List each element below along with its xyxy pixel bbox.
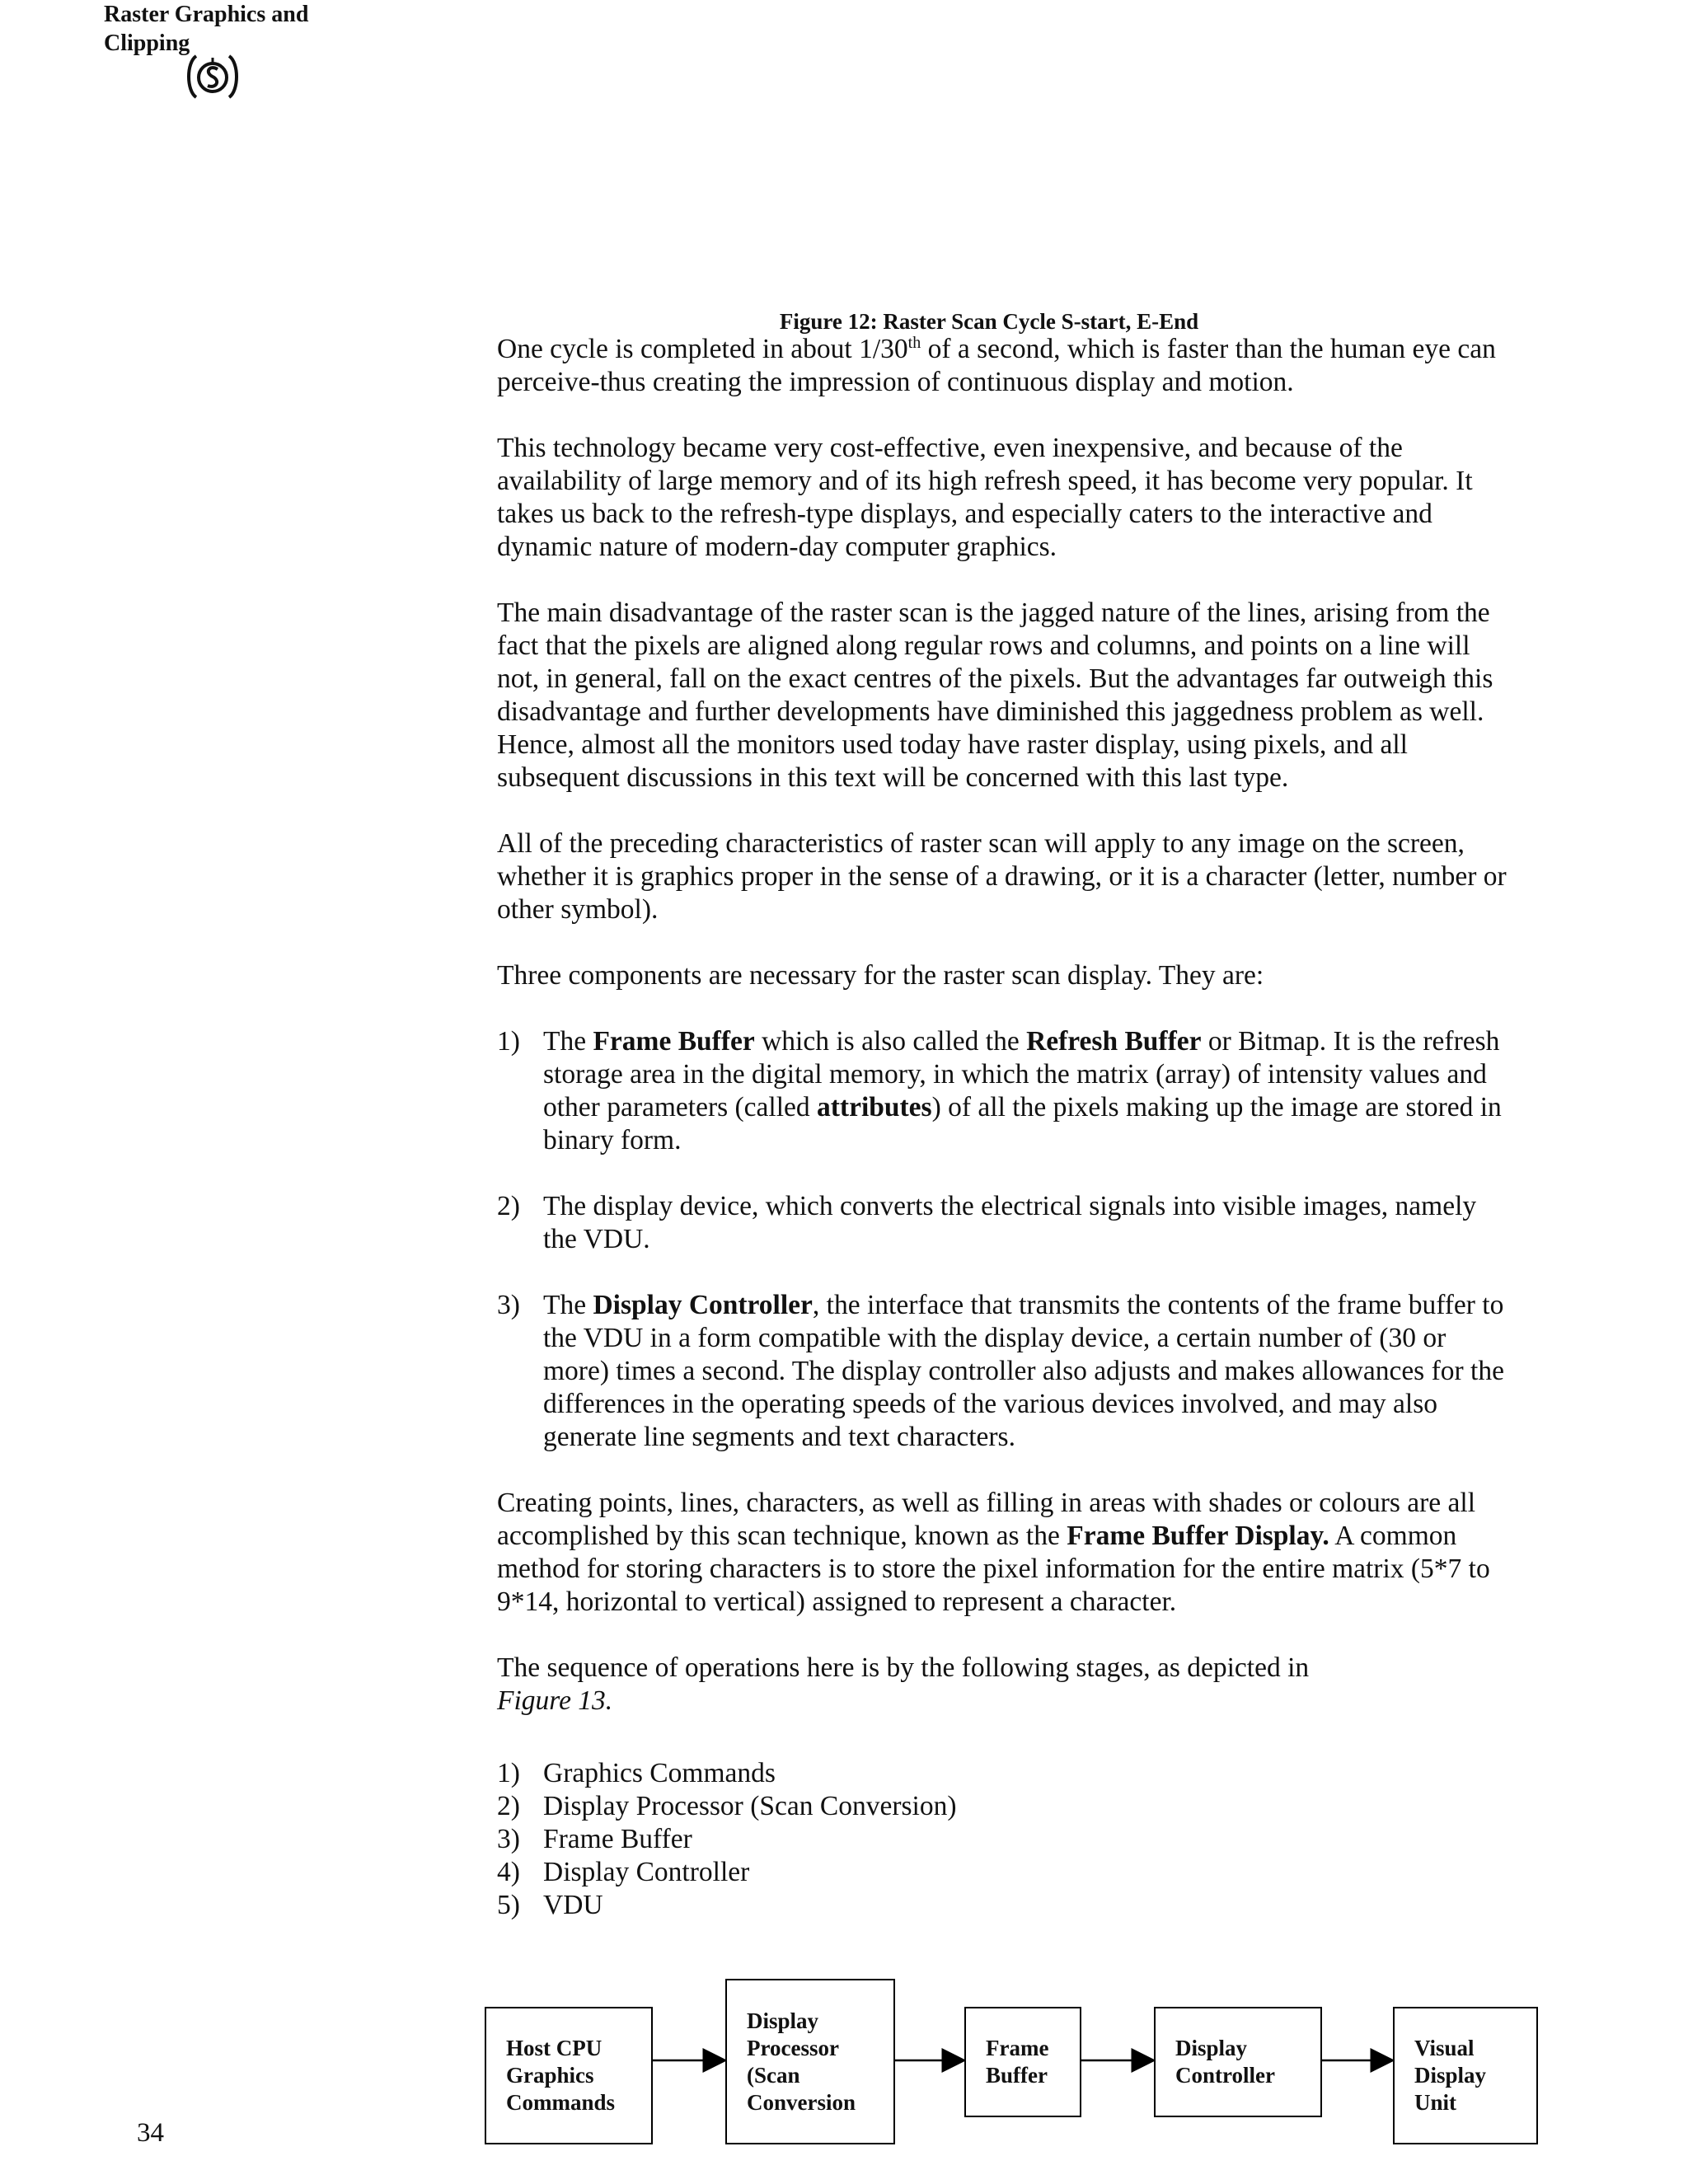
paragraph-cost-effective: This technology became very cost-effective, even inexpensive, and because of the availability of large memory and of its high refresh speed, it has become very popular. It takes us back to the refresh-type displays, and especially caters to the interactive and dynamic nature of modern-day computer graphics. [497,433,1473,562]
box-label-line: Commands [506,2090,616,2115]
list-bold-term: Frame Buffer [593,1026,755,1057]
box-label-line: Display [747,2008,819,2033]
paragraph-text: One cycle is completed in about 1/30 [497,334,908,364]
list-item-display-controller [497,1289,1511,1454]
body-content [497,333,1511,1922]
paragraph-text: A common method for storing characters is to store the pixel information for the entire matrix (5*7 to 9*14, horizontal to vertical) assigned to represent a character. [497,1521,1490,1617]
box-frame-buffer [964,2007,1081,2117]
list-number: 3) [497,1290,520,1320]
list-bold-term: Display Controller [593,1290,813,1320]
running-header-line-1: Raster Graphics and [104,2,309,27]
box-label-line: Buffer [986,2063,1048,2088]
stage-item [497,1790,1511,1823]
box-label-line: Unit [1414,2090,1457,2115]
box-label-line: Controller [1175,2063,1275,2088]
list-bold-term: attributes [817,1092,932,1122]
list-number: 1) [497,1026,520,1057]
list-number: 4) [497,1857,520,1887]
box-visual-display-unit [1393,2007,1538,2144]
stage-item [497,1856,1511,1889]
stage-label: Display Controller [543,1857,750,1887]
stage-label: Frame Buffer [543,1824,692,1854]
box-label-line: Frame [986,2036,1049,2060]
paragraph-frame-buffer-display [497,1487,1511,1619]
list-number: 2) [497,1791,520,1821]
stage-label: VDU [543,1890,603,1920]
box-label-line: Display [1175,2036,1248,2060]
list-text: The display device, which converts the electrical signals into visible images, namely the VDU. [543,1191,1477,1254]
figure-12-caption: Figure 12: Raster Scan Cycle S-start, E-End [779,309,1199,334]
box-display-controller [1154,2007,1322,2117]
stage-list [497,1757,1511,1922]
box-display-processor [725,1979,895,2144]
page-number: 34 [137,2118,164,2148]
bold-term: Frame Buffer Display. [1067,1521,1329,1551]
stage-item [497,1823,1511,1856]
paragraph-refresh-cycle [497,333,1511,399]
box-label-line: Graphics [506,2063,594,2088]
paragraph-text: Creating points, lines, characters, as well as filling in areas with shades or colours are all accomplished by this scan technique, known as the [497,1488,1476,1551]
list-number: 3) [497,1824,520,1854]
list-number: 2) [497,1191,520,1221]
box-label-line: Display [1414,2063,1487,2088]
list-number: 5) [497,1890,520,1920]
paragraph-components-intro: Three components are necessary for the raster scan display. They are: [497,960,1264,991]
box-label-line: (Scan [747,2062,800,2088]
box-label-line: Visual [1414,2036,1475,2060]
university-logo-icon [185,53,241,101]
box-host-cpu [485,2007,653,2144]
paragraph-disadvantage: The main disadvantage of the raster scan is the jagged nature of the lines, arising from the fact that the pixels are aligned along regular rows and columns, and points on a line will not, in general, fall on the exact centres of the pixels. But the advantages far outweigh this disadvantage and further developments have diminished this jaggedness problem as well. Hence, almost all the monitors used today have raster display, using pixels, and all subsequent discussions in this text will be concerned with this last type. [497,598,1493,793]
paragraph-text: of a second, which is faster than the human eye can perceive-thus creating the impression of continuous display and motion. [497,334,1496,397]
list-text: , the interface that transmits the contents of the frame buffer to the VDU in a form compatible with the display device, a certain number of (30 or more) times a second. The display controller also adjusts and makes allowances for the differences in the operating speeds of the various devices involved, and may also generate line segments and text characters. [543,1290,1504,1452]
superscript: th [907,333,921,352]
running-header-line-2: Clipping [104,30,190,56]
stage-label: Graphics Commands [543,1758,776,1788]
box-label-line: Conversion [747,2089,856,2115]
box-label-line: Processor [747,2035,839,2060]
raster-pipeline-diagram [485,1974,1548,2155]
box-label-line: Host CPU [506,2036,603,2060]
paragraph-text: The sequence of operations here is by the following stages, as depicted in [497,1652,1310,1683]
list-bold-term: Refresh Buffer [1026,1026,1202,1057]
list-item-frame-buffer [497,1025,1511,1157]
list-text: The [543,1290,593,1320]
list-number: 1) [497,1758,520,1788]
stage-item [497,1889,1511,1922]
paragraph-sequence [497,1652,1511,1718]
running-header [104,0,308,58]
list-text: ) of all the pixels making up the image are stored in binary form. [543,1092,1502,1155]
list-text: or Bitmap. It is the refresh storage area in the digital memory, in which the matrix (array) of intensity values and other parameters (called [543,1026,1500,1122]
list-text: which is also called the [754,1026,1027,1057]
list-item-display-device [497,1190,1511,1256]
figure-reference: Figure 13. [497,1685,613,1716]
stage-item [497,1757,1511,1790]
list-text: The [543,1026,593,1057]
stage-label: Display Processor (Scan Conversion) [543,1791,957,1821]
paragraph-characteristics: All of the preceding characteristics of raster scan will apply to any image on the screen, whether it is graphics proper in the sense of a drawing, or it is a character (letter, number or other symbol). [497,828,1507,925]
